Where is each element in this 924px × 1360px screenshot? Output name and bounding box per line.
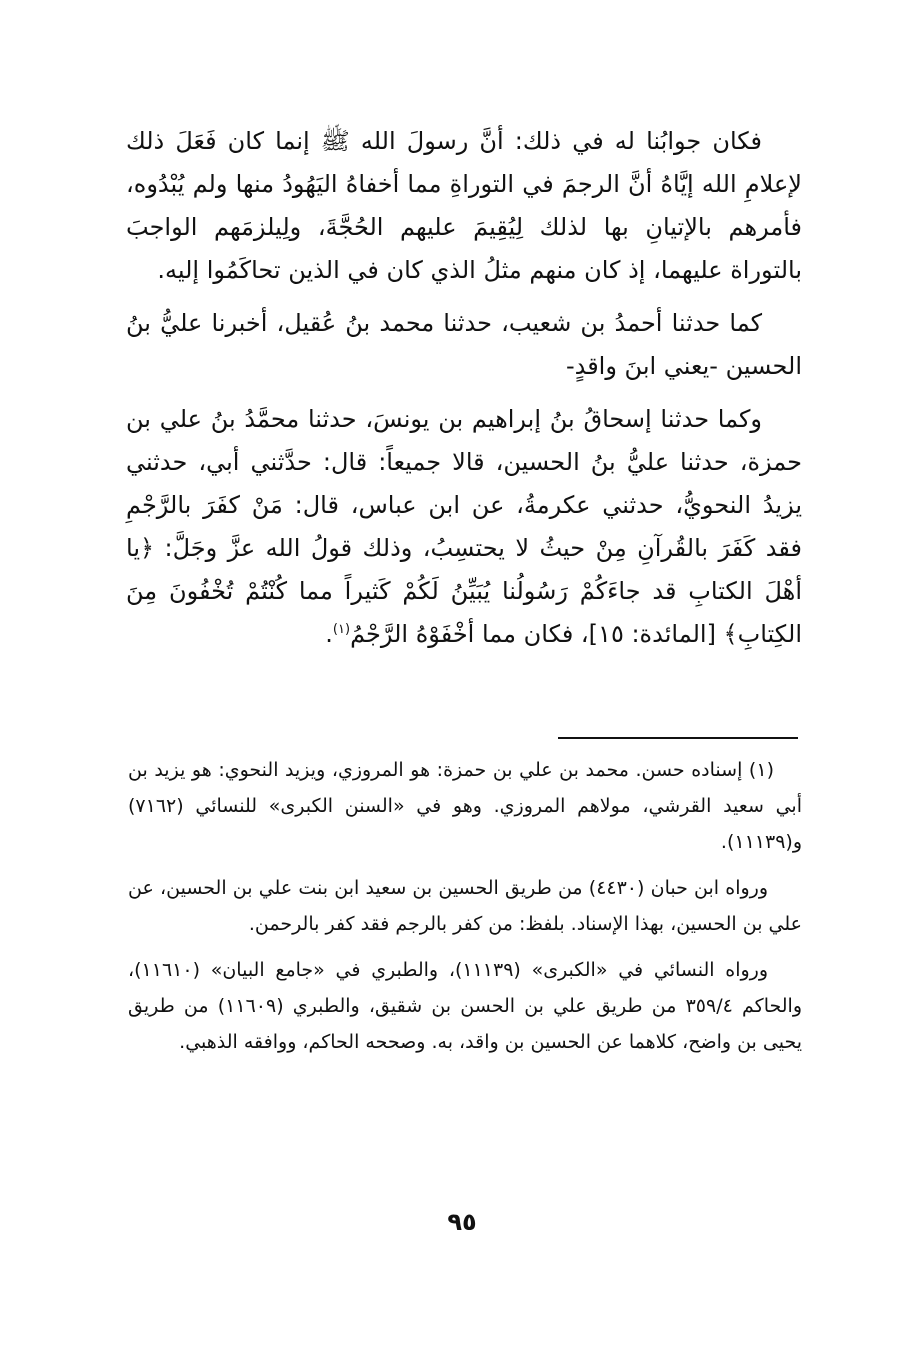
footnote-paragraph-2: ورواه ابن حبان (٤٤٣٠) من طريق الحسين بن سعيد ابن بنت علي بن الحسين، عن علي بن الحسين، بهذا الإسناد. بلفظ: من كفر بالرجم فقد كفر بالرحمن. [128, 877, 802, 935]
footnote-separator [558, 737, 798, 739]
footnote-1: (١) إسناده حسن. محمد بن علي بن حمزة: هو المروزي، ويزيد النحوي: هو يزيد بن أبي سعيد القرشي، مولاهم المروزي. وهو في «السنن الكبرى» للنسائي (٧١٦٢) و(١١١٣٩). [128, 759, 802, 853]
main-text [126, 120, 802, 666]
footnote-paragraph-3: ورواه النسائي في «الكبرى» (١١١٣٩)، والطبري في «جامع البيان» (١١٦١٠)، والحاكم ٣٥٩/٤ من طريق علي بن الحسن بن شقيق، والطبري (١١٦٠٩) من طريق يحيى بن واضح، كلاهما عن الحسين بن واقد، به. وصححه الحاكم، ووافقه الذهبي. [128, 959, 802, 1053]
page-number: ٩٥ [447, 1208, 477, 1236]
main-paragraph-3: وكما حدثنا إسحاقُ بنُ إبراهيم بن يونسَ، حدثنا محمَّدُ بنُ علي بن حمزة، حدثنا عليُّ بنُ الحسين، قالا جميعاً: قال: حدَّثني أبي، حدثني يزيدُ النحويُّ، حدثني عكرمةُ، عن ابن عباس، قال: مَنْ كفَرَ بالرَّجْمِ فقد كَفَرَ بالقُرآنِ مِنْ حيثُ لا يحتسِبُ، وذلك قولُ الله عزَّ وجَلَّ: ﴿يا أهْلَ الكتابِ قد جاءَكُمْ رَسُولُنا يُبَيِّنُ لَكُمْ كَثيراً مما كُنْتُمْ تُخْفُونَ مِنَ الكِتابِ﴾ [المائدة: ١٥]، فكان مما أخْفَوْهُ الرَّجْمُ$^{(١)}$. [126, 405, 802, 648]
footnotes [128, 752, 802, 1070]
main-paragraph-3-text: وكما حدثنا إسحاقُ بنُ إبراهيم بن يونسَ، حدثنا محمَّدُ بنُ علي بن حمزة، حدثنا عليُّ بنُ الحسين، قالا جميعاً: قال: حدَّثني أبي، حدثني يزيدُ النحويُّ، حدثني عكرمةُ، عن ابن عباس، قال: مَنْ كفَرَ بالرَّجْمِ فقد كَفَرَ بالقُرآنِ مِنْ حيثُ لا يحتسِبُ، وذلك قولُ الله عزَّ وجَلَّ: ﴿يا أهْلَ الكتابِ قد جاءَكُمْ رَسُولُنا يُبَيِّنُ لَكُمْ كَثيراً مما كُنْتُمْ تُخْفُونَ مِنَ الكِتابِ﴾ [المائدة: ١٥]، فكان مما أخْفَوْهُ الرَّجْمُ [126, 405, 802, 648]
main-paragraph-2: كما حدثنا أحمدُ بن شعيب، حدثنا محمد بنُ عُقيل، أخبرنا عليُّ بنُ الحسين -يعني ابنَ واقدٍ- [126, 309, 802, 380]
main-paragraph-1: فكان جوابُنا له في ذلك: أنَّ رسولَ الله ﷺ إنما كان فَعَلَ ذلك لإعلامِ الله إيَّاهُ أنَّ الرجمَ في التوراةِ مما أخفاهُ اليَهُودُ منها ولم يُبْدُوه، فأمرهم بالإتيانِ بها لذلك لِيُقِيمَ عليهم الحُجَّةَ، ولِيلزمَهم الواجبَ بالتوراة عليهما، إذ كان منهم مثلُ الذي كان في الذين تحاكَمُوا إليه. [126, 127, 802, 284]
footnote-reference[interactable]: (١) [332, 622, 351, 637]
